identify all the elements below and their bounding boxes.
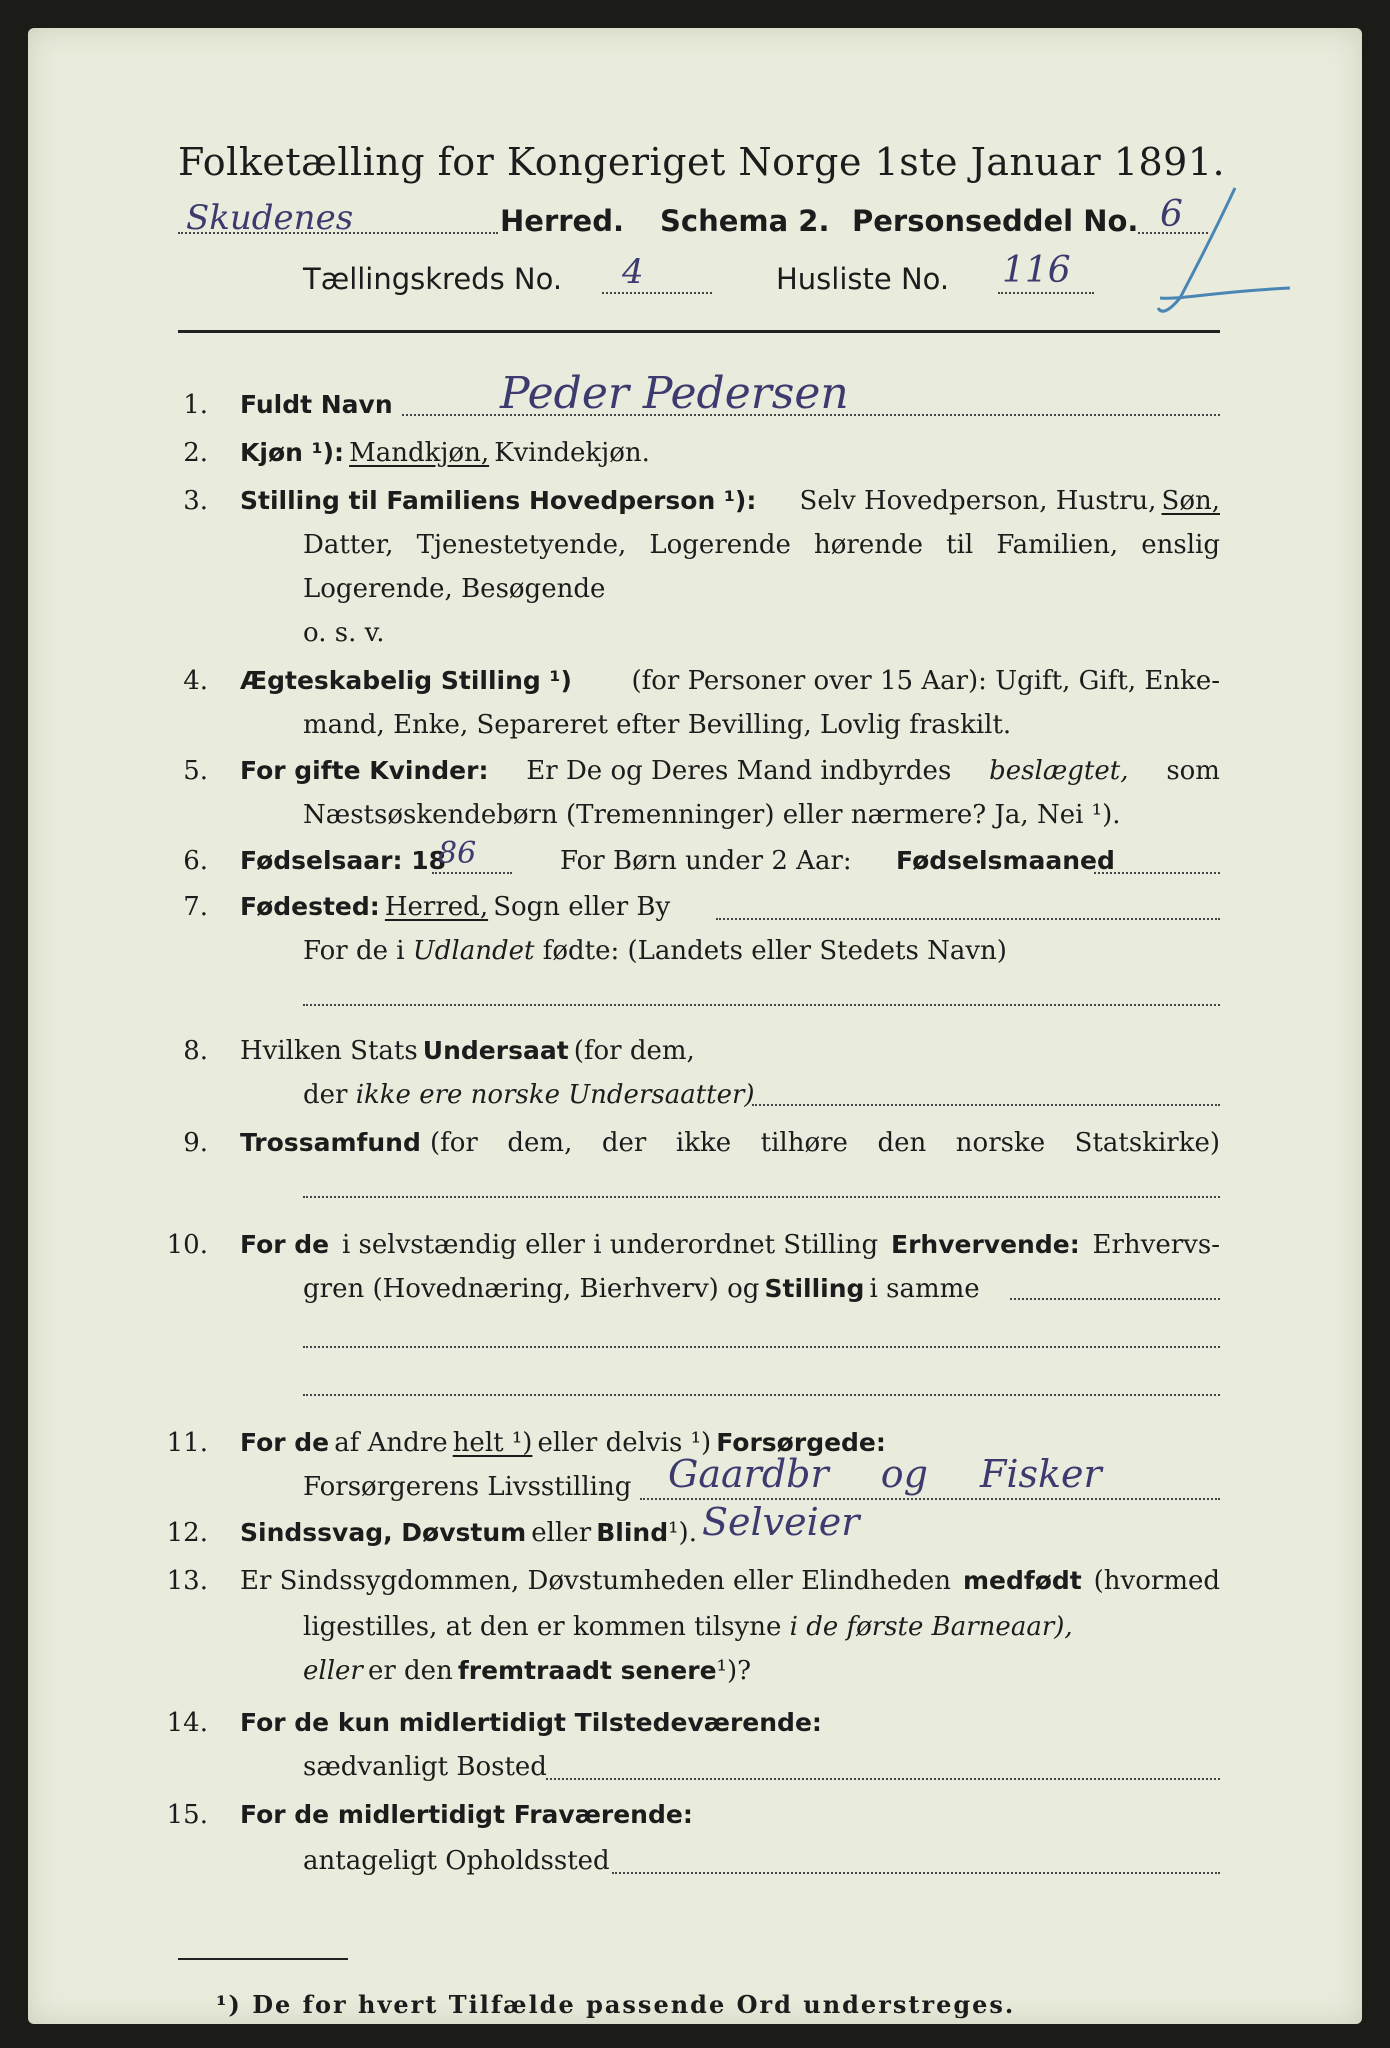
birth-year-label: Fødselsaar: 18 [240, 846, 446, 875]
occupation-row-2 [303, 1274, 980, 1304]
occupation-label-b: Erhvervende: [891, 1230, 1080, 1259]
item-number-2: 2. [183, 438, 208, 468]
congenital-row [240, 1566, 1220, 1596]
abroad-text-b: Udlandet [412, 936, 535, 966]
occupation-text-d: i samme [869, 1274, 980, 1304]
citizenship-line [752, 1104, 1220, 1106]
occupation-row [240, 1230, 1220, 1260]
herred-handwritten: Skudenes [186, 198, 354, 238]
item-number-6: 6. [183, 846, 208, 876]
disability-text: eller [531, 1518, 592, 1548]
supporter-label: Forsørgerens Livsstilling [303, 1472, 632, 1502]
kreds-line [602, 292, 712, 294]
item-number-10: 10. [166, 1230, 208, 1260]
disability-row [240, 1518, 697, 1548]
header-rule [178, 330, 1220, 333]
supported-partial-option: eller delvis ¹) [537, 1428, 712, 1458]
relation-options-d: o. s. v. [303, 618, 385, 648]
relation-row [240, 486, 1220, 516]
item-number-15: 15. [166, 1800, 208, 1830]
kinship-label: For gifte Kvinder: [240, 756, 489, 785]
congenital-text-c: ligestilles, at den er kommen tilsyne [303, 1612, 782, 1642]
marital-options-a: (for Personer over 15 Aar): Ugift, Gift, Enke- [631, 666, 1220, 696]
abroad-text-c: fødte: (Landets eller Stedets Navn) [542, 936, 1007, 966]
footnote-rule [178, 1958, 348, 1960]
congenital-text-a: Er Sindssygdommen, Døvstumheden eller Elindheden [240, 1566, 952, 1596]
item-number-3: 3. [183, 486, 208, 516]
citizenship-text-a: Hvilken Stats [240, 1036, 418, 1066]
probable-stay-line [612, 1872, 1220, 1874]
gender-label: Kjøn ¹): [240, 438, 344, 467]
abroad-line [303, 1004, 1220, 1006]
citizenship-text-b: (for dem, [573, 1036, 695, 1066]
gender-female-option: Kvindekjøn. [494, 438, 650, 468]
husliste-no-handwritten: 116 [1002, 250, 1071, 291]
gender-male-option: Mandkjøn, [349, 438, 490, 468]
supported-text-a: af Andre [334, 1428, 448, 1458]
citizenship-label: Undersaat [422, 1036, 569, 1065]
disability-handwritten: Selveier [702, 1500, 860, 1544]
usual-residence-label: sædvanligt Bosted [303, 1752, 547, 1782]
birth-year-line [432, 872, 512, 874]
religion-label: Trossamfund [240, 1128, 421, 1157]
kinship-row [240, 756, 1220, 786]
item-number-13: 13. [166, 1566, 208, 1596]
item-number-14: 14. [166, 1708, 208, 1738]
kinship-text-a: Er De og Deres Mand indbyrdes [526, 756, 952, 786]
marital-label: Ægteskabelig Stilling ¹) [240, 666, 572, 695]
citizenship-row-2 [303, 1080, 755, 1110]
citizenship-row [240, 1036, 695, 1066]
birthplace-line [716, 918, 1220, 920]
occupation-line-2 [303, 1346, 1220, 1348]
supporter-handwritten: Gaardbr og Fisker [668, 1452, 1102, 1496]
item-number-4: 4. [183, 666, 208, 696]
full-name-label: Fuldt Navn [240, 390, 393, 419]
form-title: Folketælling for Kongeriget Norge 1ste Januar 1891. [178, 140, 1226, 184]
congenital-text-e: eller [303, 1656, 363, 1686]
occupation-text-c: gren (Hovednæring, Bierhverv) og [303, 1274, 760, 1304]
item-number-1: 1. [183, 390, 208, 420]
usual-residence-line [546, 1778, 1220, 1780]
birth-month-label: Fødselsmaaned [896, 846, 1115, 875]
kinship-text-b: beslægtet, [989, 756, 1129, 786]
congenital-text-b: (hvormed [1093, 1566, 1220, 1596]
birthplace-label: Fødested: [240, 892, 380, 921]
temp-present-label: For de kun midlertidigt Tilstedeværende: [240, 1708, 822, 1737]
birthplace-herred-option: Herred, [384, 892, 489, 922]
item-number-5: 5. [183, 756, 208, 786]
relation-options-c: Logerende, Besøgende [303, 574, 606, 604]
kinship-text-c: som [1166, 756, 1220, 786]
disability-label-a: Sindssvag, Døvstum [240, 1518, 527, 1547]
congenital-text-d: i de første Barneaar), [789, 1612, 1073, 1642]
occupation-line-1 [1010, 1298, 1220, 1300]
footnote-text: ¹) De for hvert Tilfælde passende Ord understreges. [216, 1990, 1016, 2019]
abroad-row [303, 936, 1007, 966]
religion-text: (for dem, der ikke tilhøre den norske Statskirke) [430, 1128, 1220, 1158]
birth-month-line [1094, 872, 1220, 874]
citizenship-text-d: ikke ere norske Undersaatter) [355, 1080, 755, 1110]
gender-row [240, 438, 650, 468]
full-name-handwritten: Peder Pedersen [500, 368, 849, 419]
relation-options-b: Datter, Tjenestetyende, Logerende hørende til Familien, enslig [303, 530, 1220, 560]
abroad-text-a: For de i [303, 936, 405, 966]
personseddel-no-handwritten: 6 [1160, 194, 1183, 235]
congenital-label-b: fremtraadt senere [457, 1656, 717, 1685]
marital-options-b: mand, Enke, Separeret efter Bevilling, Lovlig fraskilt. [303, 710, 1012, 740]
kreds-label: Tællingskreds No. [303, 262, 563, 296]
occupation-text-b: Erhvervs- [1092, 1230, 1220, 1260]
disability-footnote-mark: ¹). [668, 1518, 697, 1548]
marital-row [240, 666, 1220, 696]
item-number-8: 8. [183, 1036, 208, 1066]
personseddel-label: Personseddel No. [852, 204, 1139, 238]
birthplace-options: Sogn eller By [493, 892, 671, 922]
occupation-label-a: For de [240, 1230, 330, 1259]
herred-label: Herred. [500, 204, 624, 238]
occupation-line-3 [303, 1394, 1220, 1396]
occupation-text-a: i selvstændig eller i underordnet Stilling [341, 1230, 879, 1260]
congenital-label: medfødt [962, 1566, 1082, 1595]
birthplace-row [240, 892, 670, 922]
disability-label-b: Blind [596, 1518, 669, 1547]
relation-label: Stilling til Familiens Hovedperson ¹): [240, 486, 757, 515]
kreds-no-handwritten: 4 [622, 252, 644, 292]
supported-label-b: Forsørgede: [716, 1428, 886, 1457]
occupation-label-c: Stilling [764, 1274, 865, 1303]
birth-month-text: For Børn under 2 Aar: [560, 846, 852, 876]
kinship-text-d: Næstsøskendebørn (Tremenninger) eller nærmere? Ja, Nei ¹). [303, 800, 1121, 830]
congenital-footnote-mark: ¹)? [716, 1656, 752, 1686]
husliste-label: Husliste No. [776, 262, 950, 296]
religion-row [240, 1128, 1220, 1158]
relation-options-a: Selv Hovedperson, Hustru, [799, 486, 1157, 516]
congenital-row-2 [303, 1612, 1073, 1642]
congenital-text-f: er den [367, 1656, 453, 1686]
relation-son-option: Søn, [1161, 486, 1220, 516]
congenital-row-3 [303, 1656, 751, 1686]
item-number-9: 9. [183, 1128, 208, 1158]
checkmark-annotation [1140, 180, 1300, 330]
supported-full-option: helt ¹) [452, 1428, 533, 1458]
temp-absent-label: For de midlertidigt Fraværende: [240, 1800, 693, 1829]
probable-stay-label: antageligt Opholdssted [303, 1846, 610, 1876]
item-number-7: 7. [183, 892, 208, 922]
birth-year-handwritten: 86 [438, 836, 477, 871]
item-number-12: 12. [166, 1518, 208, 1548]
citizenship-text-c: der [303, 1080, 348, 1110]
schema-label: Schema 2. [660, 204, 830, 238]
item-number-11: 11. [166, 1428, 208, 1458]
supported-label-a: For de [240, 1428, 330, 1457]
religion-line [303, 1196, 1220, 1198]
husliste-line [998, 292, 1094, 294]
